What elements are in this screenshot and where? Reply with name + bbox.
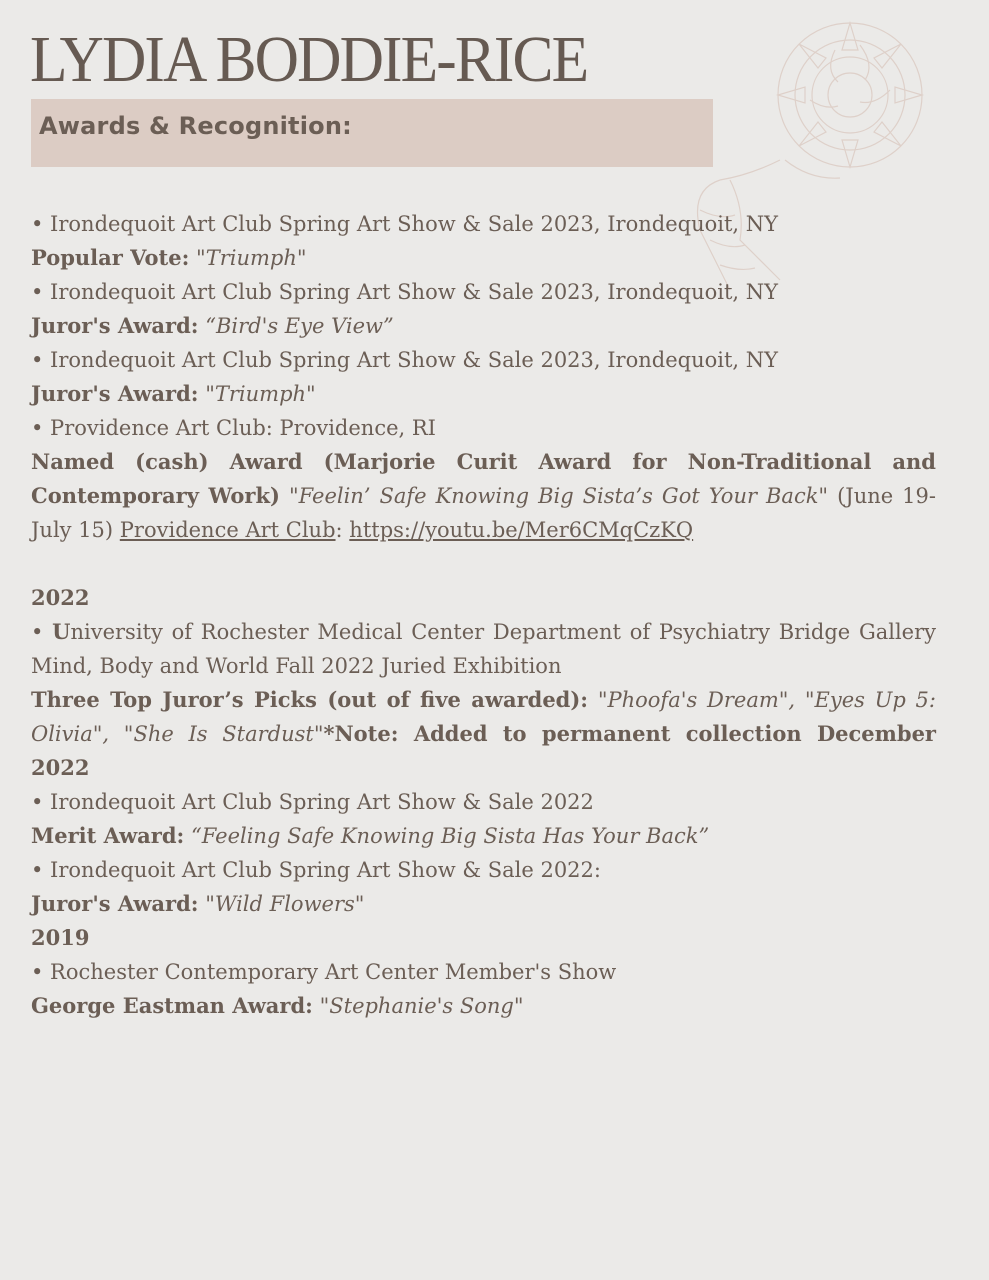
list-item bbox=[31, 615, 936, 683]
artwork-title: "Feelin’ Safe Knowing Big Sista’s Got Your Back" bbox=[288, 484, 829, 508]
award-name: Juror's Award: bbox=[31, 313, 199, 338]
year-heading: 2019 bbox=[31, 925, 90, 950]
artwork-title: "Stephanie's Song" bbox=[319, 994, 524, 1018]
spacer bbox=[31, 547, 936, 581]
award-name: Merit Award: bbox=[31, 823, 185, 848]
video-link[interactable]: https://youtu.be/Mer6CMqCzKQ bbox=[349, 518, 694, 542]
award-line bbox=[31, 887, 936, 921]
artwork-title: "Triumph" bbox=[196, 246, 307, 270]
separator: : bbox=[335, 518, 350, 542]
exhibition-dates: (June 19-July 15) bbox=[31, 484, 936, 542]
list-item: • Irondequoit Art Club Spring Art Show & Sale 2023, Irondequoit, NY bbox=[31, 348, 778, 372]
bullet: • bbox=[31, 620, 53, 644]
award-name: Popular Vote: bbox=[31, 245, 190, 270]
section-title: Awards & Recognition: bbox=[39, 112, 352, 140]
award-line bbox=[31, 989, 936, 1023]
award-line bbox=[31, 241, 936, 275]
award-name: Named (cash) Award (Marjorie Curit Award for Non-Traditional and Contemporary Work) bbox=[31, 449, 936, 508]
artwork-title: “Bird's Eye View” bbox=[205, 314, 394, 338]
list-item: • Irondequoit Art Club Spring Art Show & Sale 2023, Irondequoit, NY bbox=[31, 212, 778, 236]
award-line bbox=[31, 377, 936, 411]
list-item: • Providence Art Club: Providence, RI bbox=[31, 416, 436, 440]
collection-note: *Note: Added to permanent collection December 2022 bbox=[31, 721, 936, 780]
award-name: Juror's Award: bbox=[31, 891, 199, 916]
award-name: Juror's Award: bbox=[31, 381, 199, 406]
list-item: • Irondequoit Art Club Spring Art Show & Sale 2022 bbox=[31, 790, 594, 814]
artwork-title: "Triumph" bbox=[205, 382, 316, 406]
award-line bbox=[31, 445, 936, 547]
list-item: • Rochester Contemporary Art Center Member's Show bbox=[31, 960, 617, 984]
bold-initial: U bbox=[52, 619, 71, 644]
year-heading: 2022 bbox=[31, 585, 90, 610]
awards-list bbox=[31, 207, 936, 1023]
artwork-title: "Wild Flowers" bbox=[205, 892, 365, 916]
exhibition-name: niversity of Rochester Medical Center Department of Psychiatry Bridge Gallery Mind, Body and World Fall 2022 Juried Exhibition bbox=[31, 620, 937, 678]
artwork-title: “Feeling Safe Knowing Big Sista Has Your Back” bbox=[190, 824, 710, 848]
award-line bbox=[31, 683, 936, 785]
list-item: • Irondequoit Art Club Spring Art Show & Sale 2023, Irondequoit, NY bbox=[31, 280, 778, 304]
page-title: LYDIA BODDIE-RICE bbox=[30, 23, 588, 96]
award-name: George Eastman Award: bbox=[31, 993, 313, 1018]
award-line bbox=[31, 819, 936, 853]
artwork-titles: "Phoofa's Dream", "Eyes Up 5: Olivia", "She Is Stardust" bbox=[31, 688, 936, 746]
award-line bbox=[31, 309, 936, 343]
list-item: • Irondequoit Art Club Spring Art Show & Sale 2022: bbox=[31, 858, 601, 882]
award-name: Three Top Juror’s Picks (out of five awarded): bbox=[31, 687, 589, 712]
providence-art-club-link[interactable]: Providence Art Club bbox=[119, 518, 336, 542]
